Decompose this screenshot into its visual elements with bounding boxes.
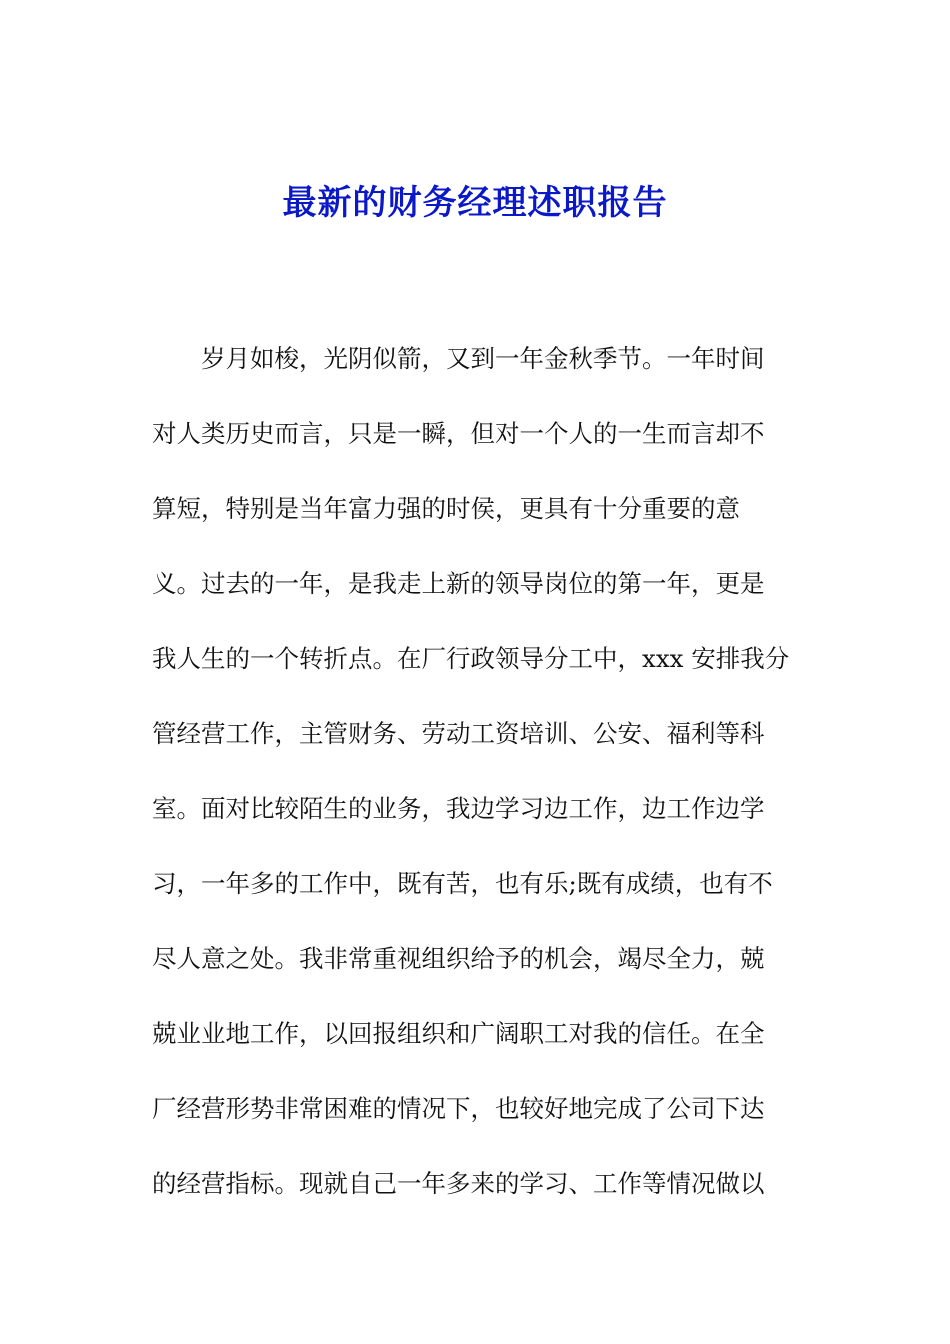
paragraph-line: 岁月如梭，光阴似箭，又到一年金秋季节。一年时间 (201, 344, 765, 373)
paragraph-line: 尽人意之处。我非常重视组织给予的机会，竭尽全力，兢 (152, 944, 765, 973)
paragraph-line: 厂经营形势非常困难的情况下，也较好地完成了公司下达 (152, 1094, 765, 1123)
paragraph-line: 兢业业地工作，以回报组织和广阔职工对我的信任。在全 (152, 1019, 765, 1048)
paragraph-line: 管经营工作，主管财务、劳动工资培训、公安、福利等科 (152, 719, 765, 748)
paragraph-line: 算短，特别是当年富力强的时侯，更具有十分重要的意 (152, 494, 740, 523)
paragraph-line: 对人类历史而言，只是一瞬，但对一个人的一生而言却不 (152, 419, 765, 448)
paragraph-line: 我人生的一个转折点。在厂行政领导分工中，xxx 安排我分 (152, 644, 790, 673)
document-title: 最新的财务经理述职报告 (282, 183, 668, 223)
paragraph-line: 义。过去的一年，是我走上新的领导岗位的第一年，更是 (152, 569, 765, 598)
paragraph-line: 习，一年多的工作中，既有苦，也有乐;既有成绩，也有不 (152, 869, 773, 898)
paragraph-line: 的经营指标。现就自己一年多来的学习、工作等情况做以 (152, 1169, 765, 1198)
paragraph-line: 室。面对比较陌生的业务，我边学习边工作，边工作边学 (152, 794, 765, 823)
